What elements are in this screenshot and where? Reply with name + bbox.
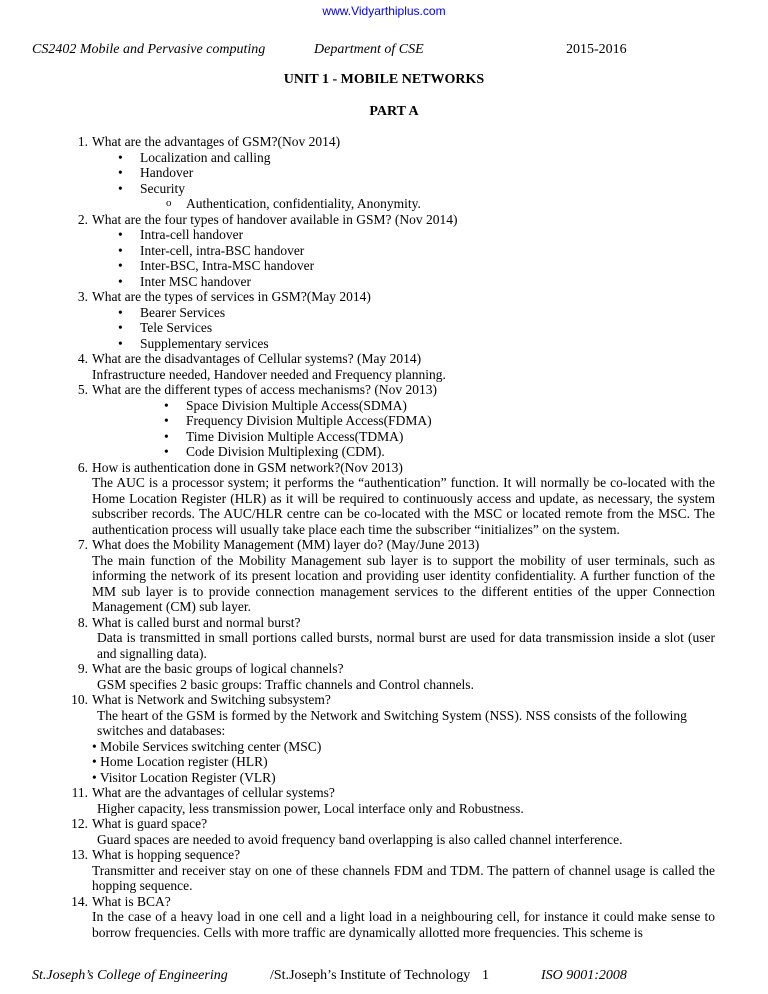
answer-text: The AUC is a processor system; it performs the “authentication” function. It will normally be co-located with the Home Location Register (HLR) as it will be required to continuously access and update, as necessary, the system subscriber records. The AUC/HLR centre can be co-located with the MSC or located remote from the MSC. The authentication process will usually take place each time the subscriber “initializes” on the system. — [92, 475, 715, 537]
question-number: 8. — [77, 614, 88, 630]
answer-text: Data is transmitted in small portions called bursts, normal burst are used for data transmission inside a slot (user and signalling data). — [97, 630, 715, 661]
answer-text: The heart of the GSM is formed by the Network and Switching System (NSS). NSS consists of the following switches and databases: — [97, 707, 687, 738]
question-list — [0, 134, 768, 940]
footer-institute: /St.Joseph’s Institute of Technology — [270, 968, 471, 983]
question-1 — [0, 134, 768, 150]
question-text: What is Network and Switching subsystem? — [92, 692, 331, 707]
question-9 — [0, 661, 768, 677]
header-year: 2015-2016 — [566, 42, 627, 57]
question-text: What are the disadvantages of Cellular systems? (May 2014) — [92, 351, 422, 366]
question-5 — [0, 382, 768, 398]
question-text: What are the advantages of GSM?(Nov 2014) — [92, 134, 341, 149]
question-number: 9. — [77, 661, 88, 676]
list-item: • Mobile Services switching center (MSC) — [92, 738, 322, 754]
list-item: • Code Division Multiplexing (CDM). — [0, 444, 768, 460]
question-8 — [0, 615, 768, 631]
question-text: What are the types of services in GSM?(May 2014) — [92, 289, 371, 304]
answer-text: GSM specifies 2 basic groups: Traffic channels and Control channels. — [97, 676, 474, 692]
question-11 — [0, 785, 768, 801]
list-item: • Home Location register (HLR) — [92, 754, 268, 769]
question-7 — [0, 537, 768, 553]
question-number: 12. — [71, 816, 88, 831]
question-number: 3. — [77, 289, 88, 304]
question-number: 4. — [77, 351, 88, 366]
answer-text: The main function of the Mobility Management sub layer is to support the mobility of user terminals, such as informing the network of its present location and providing user identity confidentiality. A further function of the MM sub layer is to provide connection management services to the different entities of the upper Connection Management (CM) sub layer. — [92, 552, 715, 614]
part-title: PART A — [369, 104, 419, 119]
question-text: What is hopping sequence? — [92, 847, 241, 862]
question-3 — [0, 289, 768, 305]
answer-text: Transmitter and receiver stay on one of these channels FDM and TDM. The pattern of channel usage is called the hopping sequence. — [92, 862, 715, 893]
list-item: • Inter MSC handover — [0, 274, 768, 290]
question-14 — [0, 894, 768, 910]
question-text: What is BCA? — [92, 893, 171, 909]
question-number: 5. — [77, 382, 88, 397]
question-number: 2. — [77, 211, 88, 227]
question-number: 14. — [71, 893, 88, 909]
question-text: What are the advantages of cellular systems? — [92, 785, 335, 800]
list-item: • Inter-BSC, Intra-MSC handover — [0, 258, 768, 274]
question-number: 10. — [71, 692, 88, 707]
list-item: • Security — [0, 181, 768, 197]
list-item: • Bearer Services — [0, 305, 768, 321]
list-item: • Intra-cell handover — [0, 227, 768, 243]
list-item: • Space Division Multiple Access(SDMA) — [0, 398, 768, 414]
answer-text: Guard spaces are needed to avoid frequency band overlapping is also called channel interference. — [97, 831, 623, 847]
question-number: 11. — [71, 785, 88, 800]
question-number: 7. — [77, 537, 88, 552]
question-text: What does the Mobility Management (MM) layer do? (May/June 2013) — [92, 537, 480, 552]
question-number: 1. — [77, 134, 88, 149]
list-item: • Inter-cell, intra-BSC handover — [0, 243, 768, 259]
answer-text: In the case of a heavy load in one cell and a light load in a neighbouring cell, for instance it could make sense to borrow frequencies. Cells with more traffic are dynamically allotted more frequencies. This scheme is — [92, 909, 715, 940]
question-number: 6. — [77, 459, 88, 475]
page-number: 1 — [482, 968, 489, 983]
question-text: What is guard space? — [92, 816, 208, 831]
list-item: • Visitor Location Register (VLR) — [92, 769, 276, 785]
list-item: • Tele Services — [0, 320, 768, 336]
question-13 — [0, 847, 768, 863]
question-text: What is called burst and normal burst? — [92, 614, 301, 630]
question-10 — [0, 692, 768, 708]
footer-college: St.Joseph’s College of Engineering — [32, 968, 228, 983]
list-item: • Time Division Multiple Access(TDMA) — [0, 429, 768, 445]
footer-iso: ISO 9001:2008 — [541, 968, 627, 983]
answer-text: Infrastructure needed, Handover needed and Frequency planning. — [92, 366, 446, 382]
question-text: What are the basic groups of logical channels? — [92, 661, 344, 676]
sub-list-item: o Authentication, confidentiality, Anonymity. — [0, 196, 768, 212]
question-text: What are the different types of access mechanisms? (Nov 2013) — [92, 382, 437, 397]
answer-text: Higher capacity, less transmission power, Local interface only and Robustness. — [97, 800, 524, 816]
list-item: • Supplementary services — [0, 336, 768, 352]
question-number: 13. — [71, 847, 88, 862]
site-url[interactable]: www.Vidyarthiplus.com — [322, 4, 446, 18]
unit-title: UNIT 1 - MOBILE NETWORKS — [283, 72, 485, 87]
list-item: • Localization and calling — [0, 150, 768, 166]
question-text: What are the four types of handover available in GSM? (Nov 2014) — [92, 211, 458, 227]
header-course: CS2402 Mobile and Pervasive computing — [32, 42, 266, 57]
question-12 — [0, 816, 768, 832]
header-department: Department of CSE — [314, 42, 424, 57]
list-item: • Frequency Division Multiple Access(FDMA) — [0, 413, 768, 429]
question-2 — [0, 212, 768, 228]
question-4 — [0, 351, 768, 367]
question-text: How is authentication done in GSM network?(Nov 2013) — [92, 459, 403, 475]
list-item: • Handover — [0, 165, 768, 181]
question-6 — [0, 460, 768, 476]
